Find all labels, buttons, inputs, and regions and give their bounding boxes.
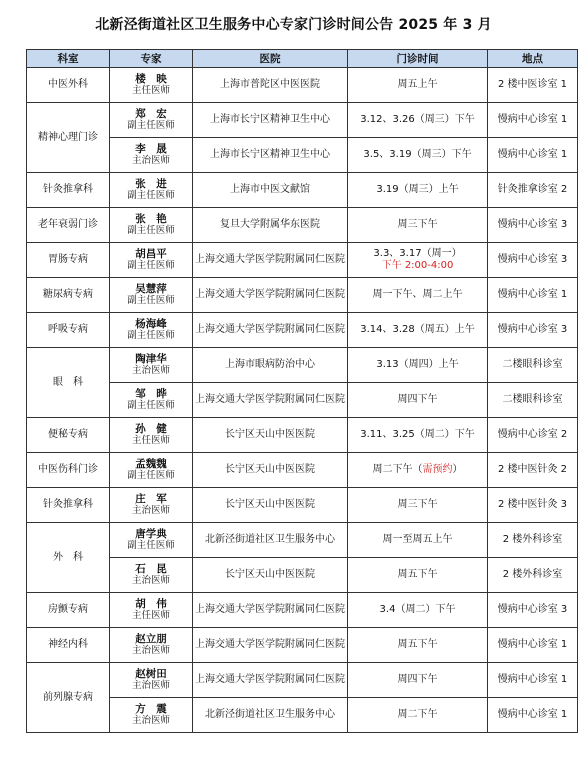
expert-title: 主任医师	[131, 435, 170, 446]
expert-cell	[110, 103, 193, 138]
clinic-time-cell	[348, 628, 488, 663]
expert-title: 主治医师	[131, 575, 170, 586]
schedule-table	[26, 49, 578, 733]
hospital-cell: 上海交通大学医学院附属同仁医院	[193, 278, 348, 313]
expert-name: 李 晟	[135, 143, 167, 155]
expert-name: 赵立朋	[135, 633, 167, 645]
expert-cell	[110, 558, 193, 593]
expert-name: 石 昆	[135, 563, 167, 575]
dept-cell: 神经内科	[27, 628, 110, 663]
expert-cell	[110, 383, 193, 418]
expert-name: 唐学典	[135, 528, 167, 540]
expert-cell	[110, 208, 193, 243]
table-row	[27, 208, 578, 243]
expert-name: 楼 映	[135, 73, 167, 85]
clinic-time: 3.14、3.28（周五）上午	[360, 324, 475, 335]
location-cell: 2 楼外科诊室	[488, 523, 578, 558]
table-row	[27, 453, 578, 488]
expert-name: 孙 健	[135, 423, 167, 435]
hospital-cell: 上海市中医文献馆	[193, 173, 348, 208]
table-row	[27, 488, 578, 523]
hospital-cell: 上海交通大学医学院附属同仁医院	[193, 243, 348, 278]
dept-cell: 中医伤科门诊	[27, 453, 110, 488]
hospital-cell: 上海市长宁区精神卫生中心	[193, 103, 348, 138]
table-row	[27, 313, 578, 348]
expert-cell	[110, 593, 193, 628]
clinic-time: 周二下午	[397, 709, 438, 720]
clinic-time: 周四下午	[397, 394, 438, 405]
clinic-time-cell	[348, 488, 488, 523]
dept-cell: 糖尿病专病	[27, 278, 110, 313]
expert-name: 陶津华	[135, 353, 167, 365]
expert-name: 方 震	[135, 703, 167, 715]
clinic-time: 3.11、3.25（周二）下午	[360, 429, 475, 440]
location-cell: 二楼眼科诊室	[488, 348, 578, 383]
dept-cell: 针灸推拿科	[27, 488, 110, 523]
table-row	[27, 243, 578, 278]
expert-title: 主治医师	[131, 645, 170, 656]
table-row	[27, 698, 578, 733]
hospital-cell: 上海交通大学医学院附属同仁医院	[193, 628, 348, 663]
clinic-time: 3.12、3.26（周三）下午	[360, 114, 475, 125]
expert-title: 副主任医师	[127, 190, 175, 201]
clinic-time-cell	[348, 383, 488, 418]
expert-name: 吴慧萍	[135, 283, 167, 295]
dept-cell: 老年衰弱门诊	[27, 208, 110, 243]
expert-cell	[110, 348, 193, 383]
table-row	[27, 348, 578, 383]
clinic-time-note: 下午 2:00-4:00	[381, 260, 454, 271]
clinic-time: 周二下午（	[372, 464, 423, 475]
location-cell: 慢病中心诊室 1	[488, 663, 578, 698]
hospital-cell: 北新泾街道社区卫生服务中心	[193, 523, 348, 558]
expert-cell	[110, 243, 193, 278]
hospital-cell: 上海交通大学医学院附属同仁医院	[193, 663, 348, 698]
expert-cell	[110, 628, 193, 663]
expert-cell	[110, 453, 193, 488]
dept-cell: 呼吸专病	[27, 313, 110, 348]
expert-cell	[110, 488, 193, 523]
hospital-cell: 长宁区天山中医医院	[193, 418, 348, 453]
location-cell: 慢病中心诊室 1	[488, 138, 578, 173]
location-cell: 慢病中心诊室 1	[488, 628, 578, 663]
table-row	[27, 628, 578, 663]
clinic-time-cell	[348, 418, 488, 453]
table-row	[27, 523, 578, 558]
table-row	[27, 663, 578, 698]
dept-cell: 眼 科	[27, 348, 110, 418]
clinic-time-tail: ）	[452, 464, 463, 475]
location-cell: 2 楼中医针灸 2	[488, 453, 578, 488]
hospital-cell: 复旦大学附属华东医院	[193, 208, 348, 243]
hospital-cell: 上海市眼病防治中心	[193, 348, 348, 383]
expert-cell	[110, 698, 193, 733]
clinic-time-cell	[348, 698, 488, 733]
hospital-cell: 上海市长宁区精神卫生中心	[193, 138, 348, 173]
clinic-time-cell	[348, 138, 488, 173]
expert-cell	[110, 523, 193, 558]
clinic-time-cell	[348, 173, 488, 208]
clinic-time: 周一下午、周二上午	[372, 289, 463, 300]
clinic-time-cell	[348, 208, 488, 243]
expert-name: 赵树田	[135, 668, 167, 680]
clinic-time-note: 需预约	[422, 464, 453, 475]
clinic-time: 周四下午	[397, 674, 438, 685]
header-time: 门诊时间	[348, 50, 488, 68]
location-cell: 慢病中心诊室 1	[488, 698, 578, 733]
clinic-time: 周五下午	[397, 639, 438, 650]
expert-title: 副主任医师	[127, 400, 175, 411]
header-expert: 专家	[110, 50, 193, 68]
expert-cell	[110, 68, 193, 103]
expert-cell	[110, 313, 193, 348]
hospital-cell: 上海交通大学医学院附属同仁医院	[193, 313, 348, 348]
clinic-time-cell	[348, 103, 488, 138]
expert-title: 副主任医师	[127, 470, 175, 481]
expert-cell	[110, 278, 193, 313]
dept-cell: 外 科	[27, 523, 110, 593]
clinic-time: 3.19（周三）上午	[376, 184, 459, 195]
expert-name: 邹 晔	[135, 388, 167, 400]
expert-cell	[110, 418, 193, 453]
hospital-cell: 上海交通大学医学院附属同仁医院	[193, 593, 348, 628]
hospital-cell: 长宁区天山中医医院	[193, 558, 348, 593]
dept-cell: 针灸推拿科	[27, 173, 110, 208]
expert-cell	[110, 138, 193, 173]
clinic-time: 周五下午	[397, 569, 438, 580]
expert-name: 孟魏魏	[135, 458, 167, 470]
table-row	[27, 558, 578, 593]
location-cell: 慢病中心诊室 3	[488, 593, 578, 628]
table-row	[27, 138, 578, 173]
table-row	[27, 173, 578, 208]
expert-title: 副主任医师	[127, 540, 175, 551]
expert-title: 主治医师	[131, 715, 170, 726]
clinic-time-cell	[348, 558, 488, 593]
expert-name: 胡 伟	[135, 598, 167, 610]
expert-title: 副主任医师	[127, 330, 175, 341]
clinic-time: 3.13（周四）上午	[376, 359, 459, 370]
table-row	[27, 418, 578, 453]
expert-title: 副主任医师	[127, 295, 175, 306]
location-cell: 慢病中心诊室 1	[488, 278, 578, 313]
dept-cell: 便秘专病	[27, 418, 110, 453]
expert-cell	[110, 173, 193, 208]
location-cell: 二楼眼科诊室	[488, 383, 578, 418]
expert-name: 张 艳	[135, 213, 167, 225]
table-row	[27, 278, 578, 313]
location-cell: 针灸推拿诊室 2	[488, 173, 578, 208]
notice-title: 北新泾街道社区卫生服务中心专家门诊时间公告 2025 年 3 月	[95, 17, 492, 33]
header-row	[27, 50, 578, 68]
dept-cell: 前列腺专病	[27, 663, 110, 733]
clinic-time-cell	[348, 278, 488, 313]
schedule-body	[27, 68, 578, 733]
location-cell: 慢病中心诊室 2	[488, 418, 578, 453]
clinic-time: 周三下午	[397, 219, 438, 230]
table-row	[27, 68, 578, 103]
hospital-cell: 上海市普陀区中医医院	[193, 68, 348, 103]
table-row	[27, 593, 578, 628]
dept-cell: 胃肠专病	[27, 243, 110, 278]
location-cell: 2 楼外科诊室	[488, 558, 578, 593]
expert-name: 张 进	[135, 178, 167, 190]
clinic-time-cell	[348, 313, 488, 348]
header-hospital: 医院	[193, 50, 348, 68]
clinic-time-cell	[348, 348, 488, 383]
location-cell: 2 楼中医针灸 3	[488, 488, 578, 523]
expert-title: 副主任医师	[127, 260, 175, 271]
clinic-time-cell	[348, 593, 488, 628]
hospital-cell: 北新泾街道社区卫生服务中心	[193, 698, 348, 733]
expert-name: 杨海峰	[135, 318, 167, 330]
expert-title: 主治医师	[131, 505, 170, 516]
location-cell: 慢病中心诊室 3	[488, 208, 578, 243]
clinic-time-cell	[348, 523, 488, 558]
expert-title: 主治医师	[131, 365, 170, 376]
expert-name: 胡昌平	[135, 248, 167, 260]
table-row	[27, 383, 578, 418]
clinic-time: 周五上午	[397, 79, 438, 90]
expert-name: 庄 军	[135, 493, 167, 505]
clinic-time-cell	[348, 243, 488, 278]
dept-cell: 房颤专病	[27, 593, 110, 628]
expert-title: 主任医师	[131, 85, 170, 96]
clinic-time: 周一至周五上午	[382, 534, 453, 545]
dept-cell: 中医外科	[27, 68, 110, 103]
location-cell: 慢病中心诊室 3	[488, 313, 578, 348]
location-cell: 慢病中心诊室 1	[488, 103, 578, 138]
header-dept: 科室	[27, 50, 110, 68]
expert-title: 副主任医师	[127, 120, 175, 131]
clinic-time-cell	[348, 68, 488, 103]
table-row	[27, 103, 578, 138]
expert-title: 副主任医师	[127, 225, 175, 236]
clinic-time: 3.3、3.17（周一）	[373, 248, 462, 259]
clinic-time: 3.5、3.19（周三）下午	[363, 149, 472, 160]
clinic-time: 3.4（周二）下午	[379, 604, 456, 615]
header-location: 地点	[488, 50, 578, 68]
expert-title: 主治医师	[131, 680, 170, 691]
expert-name: 郑 宏	[135, 108, 167, 120]
dept-cell: 精神心理门诊	[27, 103, 110, 173]
clinic-time-cell	[348, 453, 488, 488]
clinic-time: 周三下午	[397, 499, 438, 510]
hospital-cell: 上海交通大学医学院附属同仁医院	[193, 383, 348, 418]
clinic-time-cell	[348, 663, 488, 698]
location-cell: 2 楼中医诊室 1	[488, 68, 578, 103]
hospital-cell: 长宁区天山中医医院	[193, 453, 348, 488]
location-cell: 慢病中心诊室 3	[488, 243, 578, 278]
expert-title: 主任医师	[131, 610, 170, 621]
hospital-cell: 长宁区天山中医医院	[193, 488, 348, 523]
expert-cell	[110, 663, 193, 698]
expert-title: 主治医师	[131, 155, 170, 166]
